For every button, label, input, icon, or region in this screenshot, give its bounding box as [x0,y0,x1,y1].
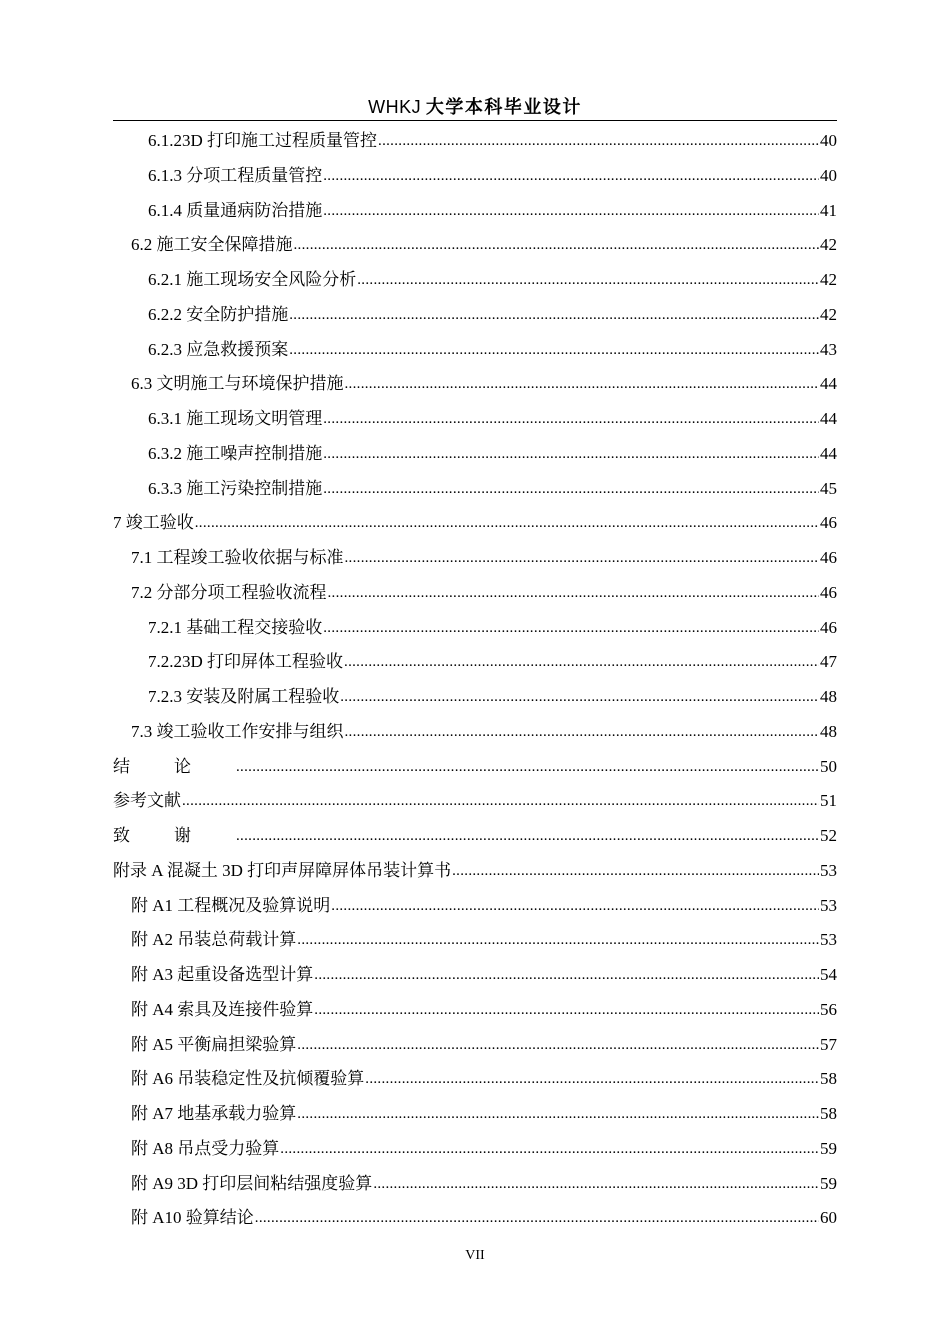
toc-entry[interactable] [148,639,837,673]
toc-entry-label: 附 A1 工程概况及验算说明 [131,895,331,915]
toc-entry-label: 附 A7 地基承载力验算 [131,1104,297,1123]
toc-leader-dots [331,895,819,917]
toc-entry-page: 46 [820,548,837,567]
toc-entry-label: 6.3.1 施工现场文明管理 [148,409,323,428]
toc-leader-dots [323,165,819,187]
toc-entry-page: 58 [820,1069,837,1089]
toc-leader-dots [378,130,819,152]
toc-entry-label: 致谢 [113,826,235,845]
toc-entry-label: 6.1.3 分项工程质量管控 [148,165,323,185]
toc-entry[interactable] [148,257,837,291]
toc-entry-page: 40 [820,131,837,150]
toc-entry[interactable] [131,1022,837,1056]
toc-entry-label: 附 A5 平衡扁担梁验算 [131,1034,297,1054]
toc-entry-page: 59 [820,1138,837,1158]
toc-entry-label: 6.3 文明施工与环境保护措施 [131,374,344,394]
toc-leader-dots [236,756,819,778]
toc-entry-page: 42 [820,235,837,255]
toc-entry[interactable] [113,778,837,812]
toc-leader-dots [323,478,819,500]
toc-leader-dots [255,1207,819,1229]
toc-entry[interactable] [131,987,837,1021]
toc-entry[interactable] [113,813,837,847]
toc-entry-label: 结论 [113,756,235,776]
toc-entry[interactable] [148,466,837,500]
toc-entry-label: 参考文献 [113,791,181,811]
toc-entry-label: 7.2.1 基础工程交接验收 [148,617,323,637]
page-header [113,95,837,119]
toc-leader-dots [289,304,819,326]
toc-entry[interactable] [113,744,837,778]
toc-leader-dots [314,999,819,1021]
toc-entry-page: 47 [820,652,837,672]
toc-leader-dots [345,547,820,569]
toc-leader-dots [297,1034,819,1056]
toc-entry[interactable] [148,153,837,187]
toc-entry-page: 51 [820,791,837,811]
toc-entry-page: 58 [820,1104,837,1123]
header-title: 大学本科毕业设计 [425,97,582,118]
toc-entry-label: 7.1 工程竣工验收依据与标准 [131,548,344,567]
toc-leader-dots [452,860,819,882]
toc-entry-page: 53 [820,895,837,915]
toc-leader-dots [182,790,819,812]
toc-entry[interactable] [131,1195,837,1229]
toc-entry-page: 45 [820,478,837,498]
toc-leader-dots [323,443,819,465]
page-number: VII [465,1248,485,1263]
toc-entry[interactable] [131,535,837,569]
toc-entry-page: 44 [820,374,837,394]
toc-entry-label: 附 A8 吊点受力验算 [131,1138,280,1158]
toc-entry[interactable] [148,292,837,326]
toc-entry[interactable] [131,222,837,256]
toc-entry-page: 44 [820,443,837,463]
toc-entry-page: 48 [820,721,837,741]
toc-entry-label: 7.3 竣工验收工作安排与组织 [131,721,344,741]
toc-entry-page: 50 [820,756,837,776]
toc-leader-dots [345,373,820,395]
toc-entry-label: 6.3.3 施工污染控制措施 [148,478,323,498]
toc-entry[interactable] [131,1091,837,1125]
toc-entry[interactable] [148,431,837,465]
toc-entry-page: 42 [820,270,837,289]
toc-entry-label: 附 A3 起重设备选型计算 [131,965,314,984]
toc-entry-page: 48 [820,687,837,706]
toc-leader-dots [328,582,820,604]
toc-entry-page: 56 [820,999,837,1019]
toc-entry-label: 7.2.3 安装及附属工程验收 [148,687,340,706]
toc-entry[interactable] [131,883,837,917]
toc-leader-dots [236,825,819,847]
toc-leader-dots [365,1068,819,1090]
toc-entry-label: 6.2.2 安全防护措施 [148,304,289,324]
header-brand: WHKJ [368,97,422,117]
toc-entry[interactable] [131,709,837,743]
toc-entry[interactable] [148,674,837,708]
toc-entry[interactable] [148,188,837,222]
toc-entry[interactable] [131,917,837,951]
toc-entry-label: 7.2 分部分项工程验收流程 [131,582,327,602]
toc-entry[interactable] [113,848,837,882]
toc-entry-page: 46 [820,617,837,637]
toc-entry-page: 57 [820,1034,837,1054]
toc-entry-label: 6.2.1 施工现场安全风险分析 [148,270,357,289]
toc-entry-label: 附 A6 吊装稳定性及抗倾覆验算 [131,1069,365,1089]
toc-entry-label: 附录 A 混凝土 3D 打印声屏障屏体吊装计算书 [113,860,452,880]
toc-leader-dots [344,651,819,673]
toc-entry-label: 附 A2 吊装总荷载计算 [131,930,297,950]
toc-leader-dots [195,512,819,534]
toc-leader-dots [323,200,819,222]
toc-leader-dots [289,339,819,361]
toc-entry-page: 46 [820,582,837,602]
toc-leader-dots [294,234,820,256]
toc-entry-label: 附 A10 验算结论 [131,1208,254,1228]
toc-entry[interactable] [148,327,837,361]
toc-entry-label: 附 A4 索具及连接件验算 [131,999,314,1019]
toc-entry-page: 41 [820,200,837,220]
toc-entry[interactable] [113,500,837,534]
toc-entry[interactable] [131,1126,837,1160]
toc-entry-label: 7 竣工验收 [113,513,194,533]
toc-leader-dots [340,686,819,708]
toc-entry-page: 53 [820,860,837,880]
toc-entry[interactable] [131,570,837,604]
toc-entry-page: 52 [820,826,837,845]
toc-entry-label: 6.3.2 施工噪声控制措施 [148,443,323,463]
toc-entry-label: 6.1.23D 打印施工过程质量管控 [148,131,378,150]
toc-entry[interactable] [148,605,837,639]
toc-entry-page: 40 [820,165,837,185]
toc-leader-dots [280,1138,819,1160]
toc-entry-page: 43 [820,339,837,359]
toc-entry-label: 6.2 施工安全保障措施 [131,235,293,255]
toc-entry[interactable] [148,118,837,152]
toc-leader-dots [373,1173,819,1195]
toc-entry[interactable] [131,1056,837,1090]
toc-leader-dots [314,964,819,986]
toc-leader-dots [297,1103,819,1125]
toc-entry-label: 6.1.4 质量通病防治措施 [148,200,323,220]
toc-leader-dots [323,408,819,430]
toc-entry-label: 6.2.3 应急救援预案 [148,339,289,359]
toc-entry-page: 53 [820,930,837,950]
toc-leader-dots [357,269,819,291]
toc-entry-label: 附 A9 3D 打印层间粘结强度验算 [131,1173,373,1193]
toc-entry-page: 59 [820,1173,837,1193]
toc-leader-dots [323,617,819,639]
toc-entry-page: 42 [820,304,837,324]
toc-entry[interactable] [131,361,837,395]
toc-entry-page: 44 [820,409,837,428]
toc-leader-dots [297,929,819,951]
toc-entry[interactable] [131,952,837,986]
toc-entry-page: 54 [820,965,837,984]
toc-leader-dots [345,721,820,743]
toc-entry-page: 60 [820,1208,837,1228]
toc-entry-label: 7.2.23D 打印屏体工程验收 [148,652,344,672]
toc-entry[interactable] [148,396,837,430]
toc-entry[interactable] [131,1161,837,1195]
toc-entry-page: 46 [820,513,837,533]
